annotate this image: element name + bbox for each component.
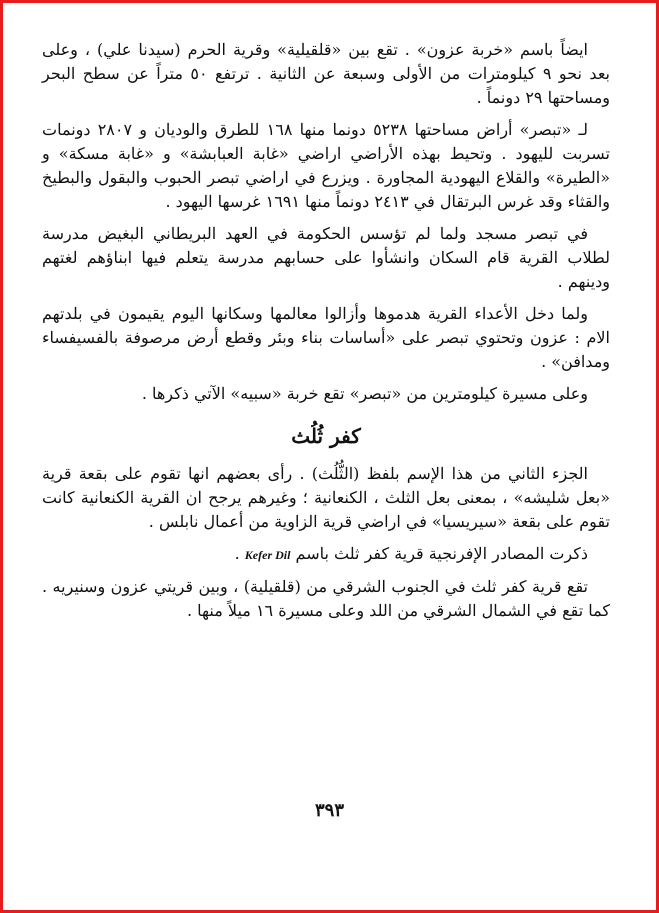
paragraph: في تبصر مسجد ولما لم تؤسس الحكومة في العهد البريطاني البغيض مدرسة لطلاب القرية قام السكان وانشأوا على حسابهم مدرسة يتعلم فيها ابناؤهم لغتهم ودينهم . (42, 224, 610, 291)
paragraph: ايضاً باسم «خربة عزون» . تقع بين «قلقيلية» وقرية الحرم (سيدنا علي) ، وعلى بعد نحو ٩ كيلومترات من الأولى وسبعة عن الثانية . ترتفع ٥٠ متراً عن سطح البحر ومساحتها ٢٩ دونماً . (42, 40, 610, 107)
paragraph: الجزء الثاني من هذا الإسم بلفظ (الثُّلُث) . رأى بعضهم انها تقوم على بقعة قرية «بعل شليشه» ، بمعنى بعل الثلث ، الكنعانية ؛ وغيرهم يرجح ان القرية الكنعانية كانت تقوم على بقعة «سيريسيا» في اراضي قرية الزاوية من أعمال نابلس . (42, 464, 610, 531)
paragraph: وعلى مسيرة كيلومترين من «تبصر» تقع خربة «سبيه» الآتي ذكرها . (141, 384, 588, 403)
paragraph: تقع قرية كفر ثلث في الجنوب الشرقي من (قلقيلية) ، وبين قريتي عزون وسنيريه . كما تقع في الشمال الشرقي من اللد وعلى مسيرة ١٦ ميلاً منها . (42, 577, 610, 620)
sources-end: . (234, 544, 240, 563)
latin-place-name: Kefer Dil (244, 548, 291, 562)
paragraph: لـ «تبصر» أراض مساحتها ٥٢٣٨ دونما منها ١٦٨ للطرق والوديان و ٢٨٠٧ دونمات تسربت لليهود . وتحيط بهذه الأراضي اراضي «غابة العبابشة» و «غابة مسكة» و «الطيرة» والقلاع اليهودية المجاورة . ويزرع في اراضي تبصر الحبوب والبقول والبطيخ والقثاء وقد غرس البرتقال في ٢٤١٣ دونماً منها ١٦٩١ غرسها اليهود . (42, 120, 610, 211)
document-page (42, 38, 610, 623)
sources-paragraph (42, 542, 610, 567)
paragraph: ولما دخل الأعداء القرية هدموها وأزالوا معالمها وسكانها اليوم يقيمون في بلدتهم الام : عزون وتحتوي تبصر على «أساسات بناء وبئر وقطع أرض مرصوفة بالفسيفساء ومدافن» . (42, 304, 610, 371)
sources-text: ذكرت المصادر الإفرنجية قرية كفر ثلث باسم (295, 544, 588, 563)
section-heading: كفر ثُلُث (291, 424, 361, 448)
page-number: ٣٩٣ (314, 800, 344, 821)
